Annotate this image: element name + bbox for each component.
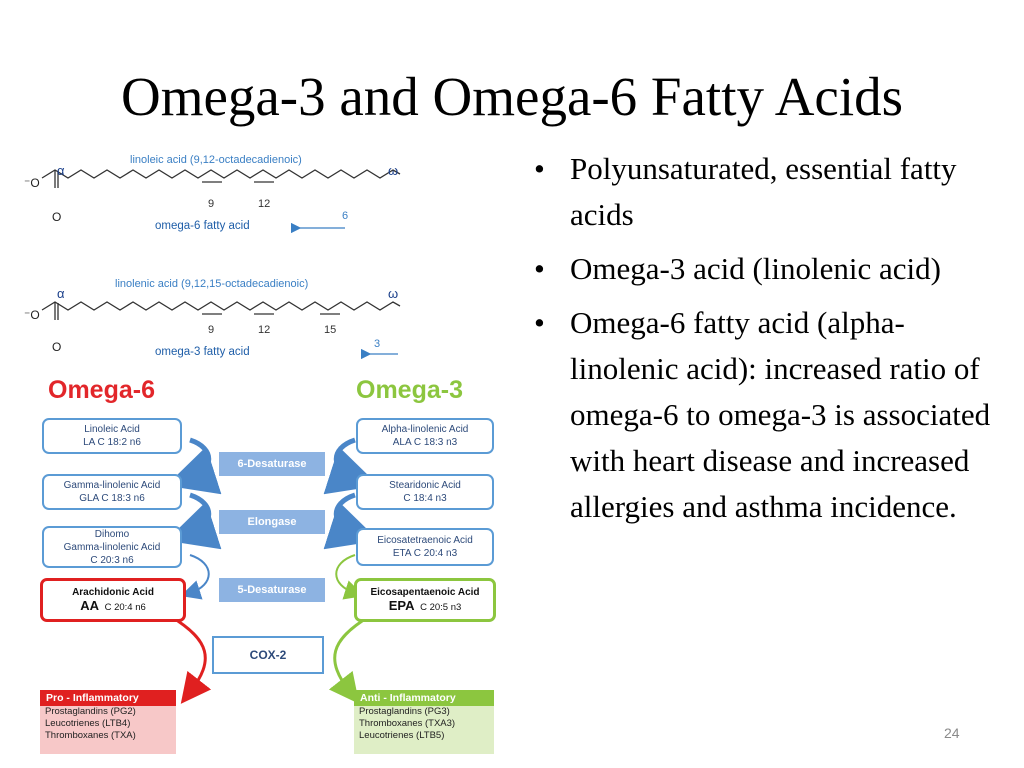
box-abbrev: EPA bbox=[388, 598, 415, 613]
box-line: Gamma-linolenic Acid bbox=[63, 480, 161, 491]
enzyme-6-desaturase: 6-Desaturase bbox=[219, 452, 325, 476]
pro-inflammatory-box bbox=[40, 690, 176, 754]
carboxylate-o-minus: ⁻O bbox=[24, 176, 40, 190]
box-line: Gamma-linolenic Acid bbox=[63, 541, 161, 553]
bullet-item bbox=[530, 300, 1000, 530]
bullet-list bbox=[530, 146, 1000, 538]
box-line: ETA C 20:4 n3 bbox=[392, 548, 458, 559]
bullet-text: Polyunsaturated, essential fatty acids bbox=[570, 151, 957, 232]
linolenic-acid-name: linolenic acid (9,12,15-octadecadienoic) bbox=[115, 278, 309, 290]
omega6-box-dgla bbox=[42, 526, 182, 568]
omega-3-type-label: omega-3 fatty acid bbox=[155, 346, 250, 358]
double-bond-position: 15 bbox=[324, 324, 337, 336]
box-line: C 18:4 n3 bbox=[403, 493, 447, 504]
box-line: ALA C 18:3 n3 bbox=[392, 437, 458, 448]
anti-inflammatory-header: Anti - Inflammatory bbox=[354, 690, 494, 706]
omega-6-heading: Omega-6 bbox=[48, 376, 155, 404]
double-bond-position: 9 bbox=[208, 324, 215, 336]
enzyme-5-desaturase: 5-Desaturase bbox=[219, 578, 325, 602]
anti-inflammatory-item: Leucotrienes (LTB5) bbox=[359, 730, 445, 741]
bullet-item bbox=[530, 146, 1000, 238]
double-bond-position: 12 bbox=[258, 198, 271, 210]
bullet-text: Omega-6 fatty acid (alpha-linolenic acid): increased ratio of omega-6 to omega-3 is associated with heart disease and increased allergies and asthma incidence. bbox=[570, 305, 991, 524]
conversion-arrow-icon bbox=[190, 440, 209, 478]
linoleic-acid-name: linoleic acid (9,12-octadecadienoic) bbox=[130, 154, 302, 166]
enzyme-elongase: Elongase bbox=[219, 510, 325, 534]
pro-inflammatory-arrow-icon bbox=[170, 616, 205, 692]
anti-inflammatory-item: Thromboxanes (TXA3) bbox=[359, 718, 456, 729]
omega3-box-eta bbox=[356, 528, 494, 566]
pro-inflammatory-item: Prostaglandins (PG2) bbox=[45, 706, 136, 717]
box-line: Dihomo bbox=[94, 528, 130, 540]
fatty-acid-figure bbox=[20, 140, 500, 760]
carboxylate-o-minus: ⁻O bbox=[24, 308, 40, 322]
double-bond-position: 9 bbox=[208, 198, 215, 210]
omega-position-number: 6 bbox=[342, 210, 349, 222]
omega3-box-sda bbox=[356, 474, 494, 510]
box-line: Eicosatetraenoic Acid bbox=[377, 535, 473, 546]
anti-inflammatory-arrow-icon bbox=[335, 616, 370, 692]
anti-inflammatory-item: Prostaglandins (PG3) bbox=[359, 706, 450, 717]
bullet-dot-icon: • bbox=[534, 251, 545, 286]
pro-inflammatory-header: Pro - Inflammatory bbox=[40, 690, 176, 706]
omega6-box-gla bbox=[42, 474, 182, 510]
carbonyl-o: O bbox=[52, 210, 62, 224]
conversion-arrow-icon bbox=[336, 495, 355, 533]
double-bond-position: 12 bbox=[258, 324, 271, 336]
box-line: Alpha-linolenic Acid bbox=[381, 424, 469, 435]
cox-2-box: COX-2 bbox=[212, 636, 324, 674]
slide-title: Omega-3 and Omega-6 Fatty Acids bbox=[120, 66, 904, 127]
pro-inflammatory-item: Leucotrienes (LTB4) bbox=[45, 718, 131, 729]
box-line: Arachidonic Acid bbox=[72, 587, 154, 598]
bullet-text: Omega-3 acid (linolenic acid) bbox=[570, 251, 941, 286]
box-formula: C 20:5 n3 bbox=[420, 602, 462, 613]
conversion-arrow-icon bbox=[190, 555, 209, 593]
bullet-dot-icon: • bbox=[534, 305, 545, 340]
omega6-box-la bbox=[42, 418, 182, 454]
alpha-label: α bbox=[57, 286, 65, 301]
omega6-box-aa bbox=[40, 578, 186, 622]
omega3-box-ala bbox=[356, 418, 494, 454]
anti-inflammatory-box bbox=[354, 690, 494, 754]
alpha-label: α bbox=[57, 163, 65, 178]
conversion-arrow-icon bbox=[190, 495, 209, 533]
omega-position-number: 3 bbox=[374, 338, 381, 350]
box-line: C 20:3 n6 bbox=[90, 554, 134, 566]
bullet-item bbox=[530, 246, 1000, 292]
omega-label: ω bbox=[388, 286, 399, 301]
box-line: LA C 18:2 n6 bbox=[83, 437, 141, 448]
box-line: Linoleic Acid bbox=[84, 424, 140, 435]
box-line: Stearidonic Acid bbox=[389, 480, 461, 491]
omega3-box-epa bbox=[354, 578, 496, 622]
omega-label: ω bbox=[388, 163, 399, 178]
conversion-arrow-icon bbox=[336, 440, 355, 478]
conversion-arrow-icon bbox=[336, 555, 355, 593]
box-formula: C 20:4 n6 bbox=[104, 602, 146, 613]
bullet-dot-icon: • bbox=[534, 151, 545, 186]
box-abbrev: AA bbox=[80, 598, 99, 613]
omega-3-heading: Omega-3 bbox=[356, 376, 463, 404]
pro-inflammatory-item: Thromboxanes (TXA) bbox=[45, 730, 136, 741]
omega-6-type-label: omega-6 fatty acid bbox=[155, 220, 250, 232]
box-line: GLA C 18:3 n6 bbox=[79, 493, 145, 504]
box-line: Eicosapentaenoic Acid bbox=[370, 587, 480, 598]
carbonyl-o: O bbox=[52, 340, 62, 354]
page-number: 24 bbox=[944, 725, 960, 741]
